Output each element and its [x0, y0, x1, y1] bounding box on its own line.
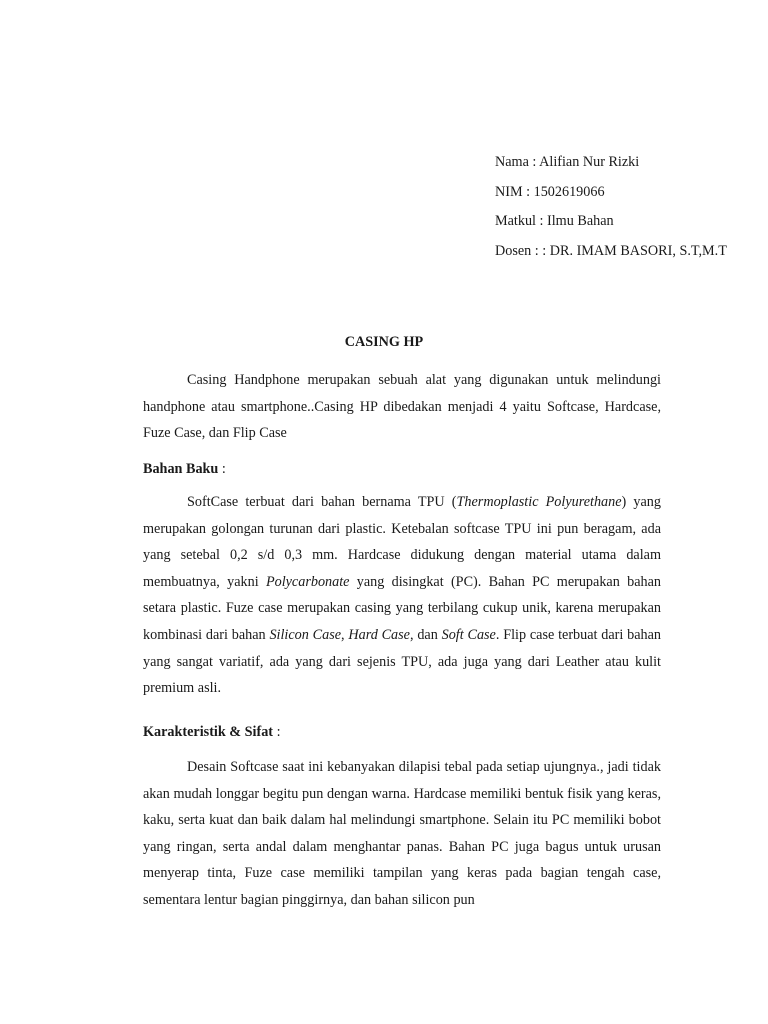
- bahan-text-4: ,: [341, 626, 349, 643]
- bahan-term-hard-case: Hard Case: [348, 626, 410, 643]
- student-nim: NIM : 1502619066: [495, 183, 605, 200]
- karakteristik-heading: [143, 722, 281, 742]
- bahan-text-6: . Flip case terbuat dari bahan yang sangat variatif, ada yang dari sejenis TPU, ada juga yang dari Leather atau kulit premium asli.: [143, 626, 661, 697]
- lecturer-name: Dosen : : DR. IMAM BASORI, S.T,M.T: [495, 242, 727, 259]
- bahan-text-3: yang disingkat (PC). Bahan PC merupakan bahan setara plastic. Fuze case merupakan casing yang terbilang cukup unik, karena merupakan kombinasi dari bahan: [143, 573, 661, 643]
- intro-paragraph: [143, 367, 661, 447]
- karakteristik-colon: :: [273, 724, 281, 740]
- bahan-text-5: , dan: [409, 626, 442, 643]
- student-name: Nama : Alifian Nur Rizki: [495, 154, 640, 170]
- bahan-term-soft-case: Soft Case: [441, 626, 496, 643]
- bahan-baku-heading: [143, 459, 226, 479]
- intro-text: Casing Handphone merupakan sebuah alat yang digunakan untuk melindungi handphone atau smartphone..Casing HP dibedakan menjadi 4 yaitu Softcase, Hardcase, Fuze Case, dan Flip Case: [143, 372, 661, 442]
- course-name: Matkul : Ilmu Bahan: [495, 213, 614, 229]
- document-title: CASING HP: [344, 334, 424, 350]
- karakteristik-text: Desain Softcase saat ini kebanyakan dilapisi tebal pada setiap ujungnya., jadi tidak akan mudah longgar begitu pun dengan warna. Hardcase memiliki bentuk fisik yang keras, kaku, serta kuat dan baik dalam hal melindungi smartphone. Selain itu PC memiliki bobot yang ringan, serta andal dalam menghantar panas. Bahan PC juga bagus untuk urusan menyerap tinta, Fuze case memiliki tampilan yang keras pada bagian tengah case, sementara lentur bagian pinggirnya, dan bahan silicon pun: [143, 759, 661, 908]
- karakteristik-heading-text: Karakteristik & Sifat: [143, 724, 274, 740]
- bahan-baku-paragraph: [143, 489, 661, 702]
- student-info-block: [495, 151, 760, 269]
- bahan-text-1: SoftCase terbuat dari bahan bernama TPU (: [187, 494, 457, 510]
- bahan-baku-heading-text: Bahan Baku: [143, 461, 219, 477]
- karakteristik-paragraph: [143, 754, 661, 914]
- bahan-text-2: ) yang merupakan golongan turunan dari plastic. Ketebalan softcase TPU ini pun beragam, ada yang setebal 0,2 s/d 0,3 mm. Hardcase didukung dengan material utama dalam membuatnya, yakni: [143, 494, 661, 590]
- bahan-baku-colon: :: [218, 461, 226, 477]
- bahan-term-silicon-case: Silicon Case: [269, 626, 342, 643]
- bahan-term-polycarbonate: Polycarbonate: [265, 573, 350, 590]
- bahan-term-tpu: Thermoplastic Polyurethane: [456, 494, 622, 510]
